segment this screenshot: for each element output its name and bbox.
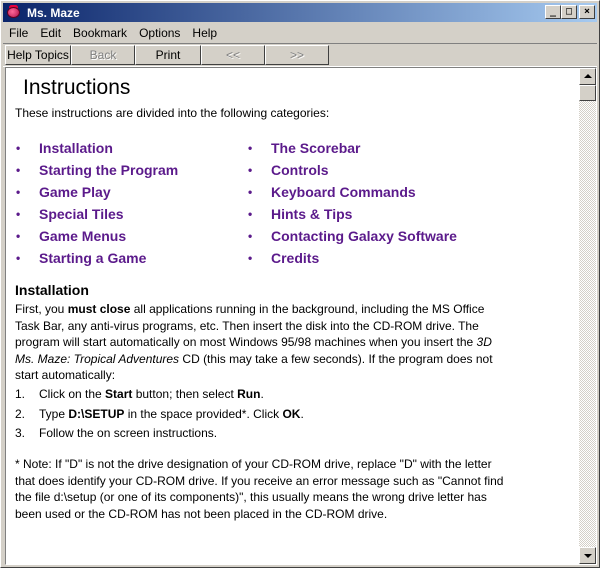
link-hints-and-tips[interactable]: Hints & Tips — [271, 206, 353, 222]
text-run: . — [260, 387, 264, 402]
help-topics-button[interactable]: Help Topics — [5, 45, 71, 65]
bullet-icon: • — [16, 229, 21, 243]
list-item — [247, 181, 457, 203]
list-item — [15, 203, 247, 225]
arrow-up-icon — [584, 74, 592, 78]
link-controls[interactable]: Controls — [271, 162, 329, 178]
link-game-play[interactable]: Game Play — [39, 184, 111, 200]
help-content — [6, 68, 579, 564]
installation-steps — [15, 385, 570, 444]
emphasis-text: must close — [67, 302, 131, 316]
emphasis-text: D:\SETUP — [68, 406, 125, 421]
text-run: Follow the on screen instructions. — [39, 426, 218, 441]
text-run: . — [300, 406, 304, 421]
next-topic-button[interactable]: >> — [265, 45, 329, 65]
list-item — [247, 247, 457, 269]
bullet-icon: • — [248, 251, 253, 265]
list-item — [247, 203, 457, 225]
step-item — [15, 385, 570, 405]
category-column-right — [247, 137, 457, 269]
menu-options[interactable]: Options — [139, 25, 181, 40]
vertical-scrollbar[interactable] — [579, 68, 596, 564]
window-title: Ms. Maze — [27, 5, 80, 20]
list-item — [247, 159, 457, 181]
installation-heading: Installation — [15, 282, 89, 298]
arrow-down-icon — [584, 554, 592, 558]
text-run: Click on the — [39, 387, 106, 402]
emphasis-text: OK — [282, 406, 301, 421]
menu-edit[interactable]: Edit — [40, 25, 62, 40]
bullet-icon: • — [16, 185, 21, 199]
list-item — [15, 225, 247, 247]
intro-text: These instructions are divided into the following categories: — [15, 106, 330, 120]
emphasis-text: Start — [105, 387, 133, 402]
category-list — [15, 137, 570, 269]
installation-paragraph — [15, 301, 505, 384]
app-icon[interactable] — [6, 5, 22, 21]
bullet-icon: • — [248, 185, 253, 199]
bullet-icon: • — [16, 141, 21, 155]
emphasis-text: Run — [237, 387, 261, 402]
link-game-menus[interactable]: Game Menus — [39, 228, 127, 244]
step-item — [15, 424, 570, 444]
list-item — [15, 247, 247, 269]
link-keyboard-commands[interactable]: Keyboard Commands — [271, 184, 416, 200]
list-item — [15, 137, 247, 159]
menu-bookmark[interactable]: Bookmark — [73, 25, 128, 40]
step-number: 1. — [15, 387, 26, 402]
menu-help[interactable]: Help — [192, 25, 218, 40]
link-the-scorebar[interactable]: The Scorebar — [271, 140, 361, 156]
step-number: 3. — [15, 426, 26, 441]
back-button[interactable]: Back — [71, 45, 135, 65]
list-item — [15, 181, 247, 203]
bullet-icon: • — [248, 163, 253, 177]
toolbar — [3, 43, 597, 67]
menu-bar — [3, 23, 597, 42]
text-run: button; then select — [132, 387, 238, 402]
title-bar[interactable] — [3, 3, 597, 22]
link-special-tiles[interactable]: Special Tiles — [39, 206, 124, 222]
product-name: 3D Ms. Maze: Tropical Adventures — [15, 335, 492, 366]
link-credits[interactable]: Credits — [271, 250, 320, 266]
bullet-icon: • — [248, 229, 253, 243]
bullet-icon: • — [16, 251, 21, 265]
list-item — [247, 137, 457, 159]
bullet-icon: • — [248, 207, 253, 221]
link-starting-a-game[interactable]: Starting a Game — [39, 250, 147, 266]
bullet-icon: • — [16, 207, 21, 221]
step-number: 2. — [15, 406, 26, 421]
close-button[interactable]: × — [579, 5, 595, 19]
text-run: in the space provided*. Click — [124, 406, 283, 421]
text-run: CD (this may take a few seconds). If the program does not start automatically: — [15, 351, 493, 382]
help-content-pane — [5, 67, 597, 565]
category-column-left — [15, 137, 247, 269]
text-run: all applications running in the background, including the MS Office Task Bar, any anti-virus programs, etc. Then insert the disk into the CD-ROM drive. The program will start automatically on most Windows 95/98 machines when you insert the — [15, 302, 485, 349]
bullet-icon: • — [248, 141, 253, 155]
scroll-up-button[interactable] — [579, 68, 596, 85]
link-installation[interactable]: Installation — [39, 140, 113, 156]
scroll-thumb[interactable] — [579, 85, 596, 101]
previous-topic-button[interactable]: << — [201, 45, 265, 65]
text-run: Type — [39, 406, 69, 421]
menu-file[interactable]: File — [9, 25, 29, 40]
minimize-button[interactable]: _ — [545, 5, 561, 19]
link-contacting-galaxy-software[interactable]: Contacting Galaxy Software — [271, 228, 457, 244]
text-run: First, you — [15, 302, 68, 316]
drive-note: * Note: If "D" is not the drive designation of your CD-ROM drive, replace "D" with the letter that does identify your CD-ROM drive. If you receive an error message such as "Cannot find the file d:\setup (or one of its components)", this usually means the wrong drive letter has been used or the CD-ROM has not been placed in the CD-ROM drive. — [15, 457, 504, 521]
page-title: Instructions — [23, 76, 131, 99]
link-starting-the-program[interactable]: Starting the Program — [39, 162, 179, 178]
maximize-button[interactable]: □ — [561, 5, 577, 19]
print-button[interactable]: Print — [135, 45, 201, 65]
list-item — [247, 225, 457, 247]
step-item — [15, 404, 570, 424]
list-item — [15, 159, 247, 181]
bullet-icon: • — [16, 163, 21, 177]
scroll-down-button[interactable] — [579, 547, 596, 564]
